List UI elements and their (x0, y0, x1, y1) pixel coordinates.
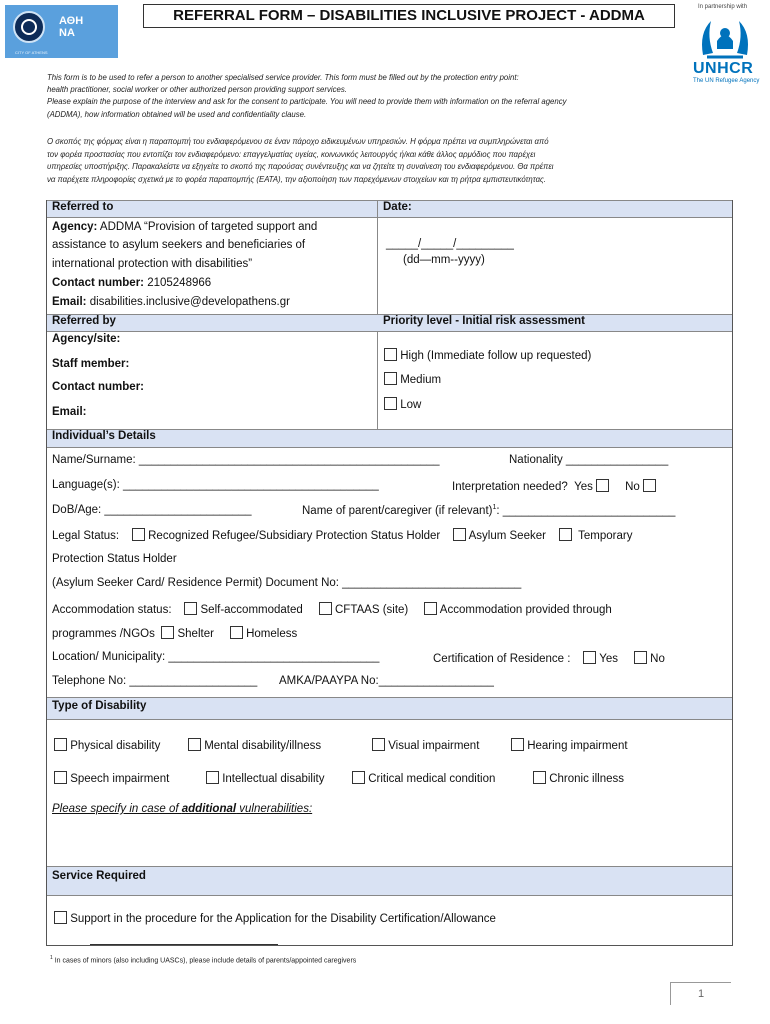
checkbox[interactable] (54, 771, 67, 784)
unhcr-logo-text: UNHCR (693, 60, 754, 77)
certification-yes-checkbox[interactable] (583, 651, 596, 664)
referred-to-contact: Contact number: 2105248966 (52, 277, 212, 289)
accommodation-row2: programmes /NGOs Shelter Homeless (52, 628, 298, 640)
dob-field[interactable]: DoB/Age: _______________________ (52, 504, 252, 516)
referred-by-staff[interactable]: Staff member: (52, 358, 130, 370)
footnote: $^1$ In cases of minors (also including UASCs), please include details of parents/appointed caregivers (50, 955, 357, 965)
checkbox[interactable] (424, 602, 437, 615)
certification-row: Certification of Residence : Yes No (433, 653, 665, 665)
referred-by-email[interactable]: Email: (52, 406, 87, 418)
priority-high[interactable]: High (Immediate follow up requested) (384, 348, 591, 362)
checkbox[interactable] (372, 738, 385, 751)
referred-to-agency-line3: international protection with disabilities” (52, 258, 253, 270)
athens-logo (5, 5, 118, 58)
referred-to-header: Referred to (52, 201, 114, 213)
page-number: 1 (670, 982, 731, 1005)
disability-mental[interactable]: Mental disability/illness (188, 738, 321, 752)
referred-by-header: Referred by (52, 315, 116, 327)
disability-physical[interactable]: Physical disability (54, 738, 160, 752)
disability-intellectual[interactable]: Intellectual disability (206, 771, 324, 785)
checkbox[interactable] (533, 771, 546, 784)
athens-logo-text: ΑΘΗ ΝΑ (59, 15, 84, 39)
checkbox[interactable] (384, 397, 397, 410)
athens-emblem-icon (13, 11, 45, 43)
referred-to-agency: Agency: ADDMA “Provision of targeted support and (52, 221, 318, 233)
legal-status-continued: Protection Status Holder (52, 553, 177, 565)
checkbox[interactable] (559, 528, 572, 541)
service-option[interactable]: Support in the procedure for the Application for the Disability Certification/Allowance (54, 911, 496, 925)
disability-header: Type of Disability (52, 700, 147, 712)
referred-to-agency-line2: assistance to asylum seekers and beneficiaries of (52, 239, 306, 251)
language-field[interactable]: Language(s): ________________________________________ (52, 479, 379, 491)
individual-header: Individual’s Details (52, 430, 156, 442)
checkbox[interactable] (184, 602, 197, 615)
date-header: Date: (383, 201, 412, 213)
checkbox[interactable] (319, 602, 332, 615)
partner-caption: In partnership with (698, 4, 748, 10)
checkbox[interactable] (206, 771, 219, 784)
unhcr-tagline: The UN Refugee Agency (693, 78, 760, 84)
priority-medium[interactable]: Medium (384, 372, 441, 386)
amka-field[interactable]: AMKA/PAAYPA No:__________________ (279, 675, 494, 687)
priority-header: Priority level - Initial risk assessment (383, 315, 585, 327)
priority-low[interactable]: Low (384, 397, 421, 411)
checkbox[interactable] (352, 771, 365, 784)
specify-vulnerabilities[interactable]: Please specify in case of additional vulnerabilities: (52, 803, 313, 815)
referred-by-agency[interactable]: Agency/site: (52, 333, 121, 345)
accommodation-row: Accommodation status: Self-accommodated CFTAAS (site) Accommodation provided through (52, 604, 612, 616)
service-header: Service Required (52, 870, 146, 882)
name-field[interactable]: Name/Surname: _______________________________________________ (52, 454, 440, 466)
checkbox[interactable] (54, 911, 67, 924)
disability-hearing[interactable]: Hearing impairment (511, 738, 628, 752)
location-field[interactable]: Location/ Municipality: _________________________________ (52, 651, 380, 663)
checkbox[interactable] (230, 626, 243, 639)
checkbox[interactable] (132, 528, 145, 541)
footnote-rule (90, 944, 278, 945)
disability-chronic[interactable]: Chronic illness (533, 771, 624, 785)
intro-english: This form is to be used to refer a person to another specialised service provider. This form must be filled out by the protection entry point: health practitioner, social worker or other authorized person providing support services. Please explain the purpose of the interview and ask for the consent to participate. You will need to provide them with information on the referral agency (ADDMA), how information obtained will be used and confidentiality clause. (47, 73, 567, 119)
section-header-row (47, 866, 732, 896)
unhcr-hands-icon (697, 15, 753, 61)
checkbox[interactable] (54, 738, 67, 751)
telephone-field[interactable]: Telephone No: ____________________ (52, 675, 258, 687)
referred-by-contact[interactable]: Contact number: (52, 381, 144, 393)
checkbox[interactable] (384, 348, 397, 361)
legal-status-row: Legal Status: Recognized Refugee/Subsidiary Protection Status Holder Asylum Seeker Temporary (52, 530, 633, 542)
athens-logo-city: CITY OF ATHENS (15, 50, 48, 55)
date-input[interactable]: _____/_____/_________ (386, 238, 514, 250)
disability-critical[interactable]: Critical medical condition (352, 771, 495, 785)
interpretation-no-checkbox[interactable] (643, 479, 656, 492)
certification-no-checkbox[interactable] (634, 651, 647, 664)
checkbox[interactable] (161, 626, 174, 639)
nationality-field[interactable]: Nationality ________________ (509, 454, 669, 466)
date-format-hint: (dd—mm--yyyy) (403, 254, 485, 266)
interpretation-question: Interpretation needed? Yes No (452, 479, 656, 493)
document-field[interactable]: (Asylum Seeker Card/ Residence Permit) Document No: ____________________________ (52, 577, 522, 589)
intro-greek: Ο σκοπός της φόρμας είναι η παραπομπή του ενδιαφερόμενου σε έναν πάροχο ειδικευμένων υπηρεσιών. Η φόρμα πρέπει να συμπληρώνεται από τον φορέα προστασίας που εντοπίζει τον ενδιαφερόμενο: επαγγελματίας υγείας, κοινωνικός λειτουργός ή/και κάθε άλλος αρμόδιος που παρέχει υπηρεσίες υποστήριξης. Παρακαλείστε να εξηγείτε το σκοπό της παρούσας συνέντευξης και να ζητείτε τη συναίνεση του ενδιαφερόμενου. Θα πρέπει να παρέχετε πληροφορίες σχετικά με το φορέα παραπομπής (ΕΑΤΑ), την αξιοποίηση των παρεχόμενων στοιχείων και τη ρήτρα εμπιστευτικότητας. (47, 137, 554, 184)
checkbox[interactable] (453, 528, 466, 541)
checkbox[interactable] (384, 372, 397, 385)
disability-speech[interactable]: Speech impairment (54, 771, 169, 785)
disability-visual[interactable]: Visual impairment (372, 738, 479, 752)
parent-field[interactable]: Name of parent/caregiver (if relevant)$^1$: ___________________________ (302, 504, 676, 517)
checkbox[interactable] (511, 738, 524, 751)
interpretation-yes-checkbox[interactable] (596, 479, 609, 492)
form-title: REFERRAL FORM – DISABILITIES INCLUSIVE PROJECT - ADDMA (143, 4, 675, 28)
section-header-row (47, 697, 732, 720)
form-table (46, 200, 733, 946)
checkbox[interactable] (188, 738, 201, 751)
referred-to-email: Email: disabilities.inclusive@developathens.gr (52, 296, 290, 308)
